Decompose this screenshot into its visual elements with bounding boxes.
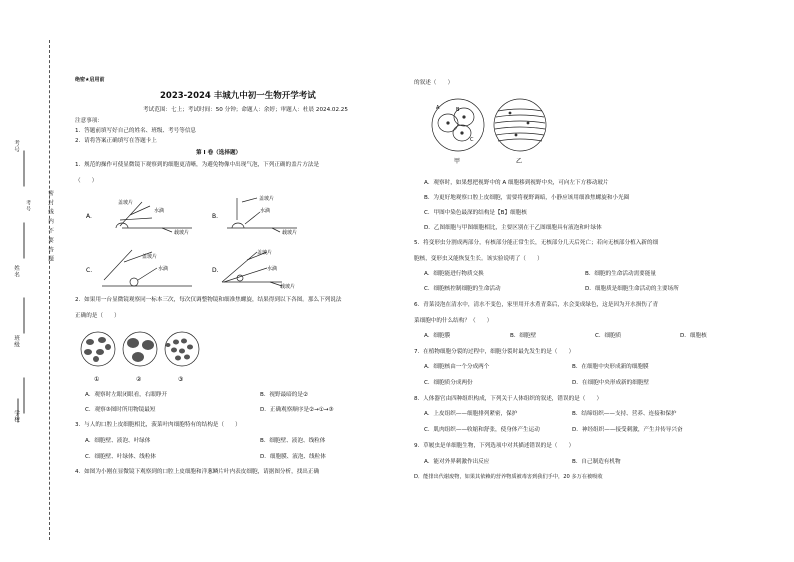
q2-fig-label-2: ② [136, 376, 142, 383]
q2-text-cont: 正确的是（ ） [75, 313, 120, 319]
q3-option-c[interactable]: C．细胞壁、叶绿体、线粒体 [85, 454, 157, 460]
q1-b-water: 水滴 [260, 208, 271, 214]
q5-text: 5．将变形虫分割成两部分，有核部分能正常生长，无核部分几天后死亡；若向无核部分植入新的细 [414, 240, 659, 246]
secret-label: 绝密★启用前 [75, 77, 105, 83]
q1-a-water: 水滴 [154, 208, 165, 214]
q1-d-cover: 盖玻片 [257, 250, 273, 256]
q6-option-c[interactable]: C．细胞质 [595, 333, 622, 339]
q1-b-slide: 载玻片 [282, 230, 298, 236]
q3-option-d[interactable]: D．细胞膜、液泡、线粒体 [260, 454, 326, 460]
q4-text-cont: 的叙述（ ） [414, 80, 454, 86]
q1-figure [82, 190, 382, 290]
q6-text: 6．青菜浸泡在清水中，清水不变色，家里用开水煮青菜后，水会变成绿色，这是因为开水损伤了青 [414, 302, 659, 308]
q2-fig-label-3: ③ [178, 376, 184, 383]
q3-option-b[interactable]: B．细胞壁、液泡、线粒体 [260, 438, 326, 444]
binding-instruction: 密 封 线 内 不 要 答 题 [47, 190, 53, 263]
q5-option-b[interactable]: B．细胞的生命活动需要能量 [585, 271, 656, 277]
q2-text: 2．如果用一台显微镜观察同一标本三次，每次仅调整物镜和细准焦螺旋，结果得到以下各图。那么下列说法 [75, 297, 342, 303]
q7-option-c[interactable]: C．细胞质分成两份 [424, 380, 473, 386]
notes-title: 注意事项： [75, 118, 103, 124]
q2-option-d[interactable]: D．正确观察顺序是②→①→③ [260, 407, 334, 413]
q1-text: 1．规范的操作可使显微镜下观察到的细胞更清晰，为避免物像中出现气泡，下列正确的盖片方法是 [75, 162, 320, 168]
q7-text: 7．在植物细胞分裂的过程中，细胞分裂时最先发生的是（ ） [414, 349, 575, 355]
q7-option-a[interactable]: A．细胞核由一个分成两个 [424, 364, 490, 370]
q4-fig-b: B [456, 107, 460, 113]
field-examno-label: 考号 [13, 140, 19, 154]
q4-option-c[interactable]: C．甲图中染色最深的结构是【B】细胞核 [424, 210, 527, 216]
q9-option-a[interactable]: A．能对外界刺激作出反应 [424, 459, 490, 465]
field-examno-label-2: 考号 [25, 200, 31, 212]
q7-option-b[interactable]: B．在细胞中央形成新的细胞膜 [572, 364, 649, 370]
q6-text-cont: 菜细胞中的什么结构？（ ） [414, 318, 493, 324]
field-class-line[interactable] [24, 298, 25, 334]
q1-d-slide: 载玻片 [280, 284, 296, 290]
q4-option-a[interactable]: A．观察时，如果想把视野中的 A 细胞移到视野中央，可向左下方移动玻片 [424, 180, 609, 186]
q4-fig-c: C [470, 137, 474, 143]
q9-option-c-trail[interactable]: D．能排出代谢废物，如果其依赖的营养物质被毒害到我们手中，20 多万在被吸收 [414, 474, 603, 480]
field-name-line[interactable] [24, 223, 25, 259]
q5-option-d[interactable]: D．细胞质是细胞生命活动的主要场所 [585, 286, 679, 292]
q2-fig-label-1: ① [94, 376, 100, 383]
q8-option-d[interactable]: D．神经组织——接受刺激，产生并传导兴奋 [572, 427, 683, 433]
note-2: 2．请将答案正确填写在答题卡上 [75, 138, 157, 144]
q2-option-a[interactable]: A．观察时左眼闭眼看，右眼睁开 [85, 392, 168, 398]
field-school-line-2[interactable] [24, 378, 25, 414]
q8-option-c[interactable]: C．肌肉组织——收缩和舒张，使身体产生运动 [424, 427, 540, 433]
q1-b-cover: 盖玻片 [259, 196, 275, 202]
field-examno-line[interactable] [24, 151, 25, 187]
q5-text-cont: 胞核，变形虫又能恢复生长。该实验说明了（ ） [414, 256, 543, 262]
q4-option-b[interactable]: B．为更好地观察口腔上皮细胞，需要将视野调暗，小静应该用细准焦螺旋和小光圈 [424, 195, 630, 201]
q2-figure [78, 327, 238, 387]
q1-text-cont: （ ） [75, 178, 98, 184]
q9-option-b[interactable]: B．自己制造有机物 [572, 459, 621, 465]
q6-option-a[interactable]: A．细胞膜 [424, 333, 451, 339]
q1-d-water: 水滴 [267, 266, 278, 272]
field-school-label: 学校 [13, 410, 19, 424]
q6-option-d[interactable]: D．细胞核 [680, 333, 707, 339]
q1-a-cover: 盖玻片 [118, 200, 134, 206]
q1-label-d: D. [212, 267, 219, 274]
q4-fig-right-label: 乙 [516, 158, 523, 165]
field-name-label: 姓名 [13, 265, 19, 279]
q1-label-b: B. [212, 213, 219, 220]
q1-label-c: C. [86, 267, 93, 274]
q2-option-b[interactable]: B．视野最暗的是② [260, 392, 309, 398]
q4-figure [430, 95, 550, 167]
q4-option-d[interactable]: D．乙图细胞与甲图细胞相比，主要区别在于乙图细胞具有液泡和叶绿体 [424, 225, 602, 231]
field-school-line[interactable] [18, 399, 19, 423]
exam-info: 考试范围：七上；考试时间：50 分钟；命题人：余婷；审题人：杜晨 2024.02.25 [143, 107, 348, 113]
q3-text: 3．与人的口腔上皮细胞相比，菠菜叶肉细胞特有的结构是（ ） [75, 422, 241, 428]
q8-option-b[interactable]: B．结缔组织——支持、营养、连接和保护 [572, 411, 677, 417]
note-1: 1．答题前填写好自己的姓名、班级、考号等信息 [75, 128, 197, 134]
q8-text: 8．人体器官由四种组织构成，下列关于人体组织的叙述，错误的是（ ） [414, 396, 603, 402]
q3-option-a[interactable]: A．细胞壁、液泡、叶绿体 [85, 438, 151, 444]
q8-option-a[interactable]: A．上皮组织——细胞排列紧密，保护 [424, 411, 518, 417]
q4-fig-a: A [436, 105, 440, 111]
q4-fig-left-label: 甲 [454, 158, 461, 165]
q5-option-a[interactable]: A．细胞能进行物质交换 [424, 271, 484, 277]
section-title: 第 I 卷（选择题） [196, 150, 242, 156]
q4-text: 4．如图为小刚在显微镜下观察到的口腔上皮细胞和洋葱鳞片叶内表皮细胞，请据图分析，找出正确 [75, 469, 320, 475]
q6-option-b[interactable]: B．细胞壁 [510, 333, 537, 339]
exam-title: 2023-2024 丰城九中初一生物开学考试 [160, 91, 316, 101]
q1-c-cover: 盖玻片 [142, 254, 158, 260]
q9-text: 9．草履虫是单细胞生物，下列选项中对其描述错误的是（ ） [414, 443, 575, 449]
q5-option-c[interactable]: C．细胞核控制细胞的生命活动 [424, 286, 501, 292]
q1-c-water: 水滴 [158, 266, 169, 272]
binding-dashed-line [49, 40, 50, 540]
q1-label-a: A. [86, 213, 92, 220]
q2-option-c[interactable]: C．观察③图时所用物镜最短 [85, 407, 156, 413]
field-class-label: 班级 [13, 335, 19, 349]
q7-option-d[interactable]: D．在细胞中央形成新的细胞壁 [572, 380, 650, 386]
q1-a-slide: 载玻片 [174, 230, 190, 236]
